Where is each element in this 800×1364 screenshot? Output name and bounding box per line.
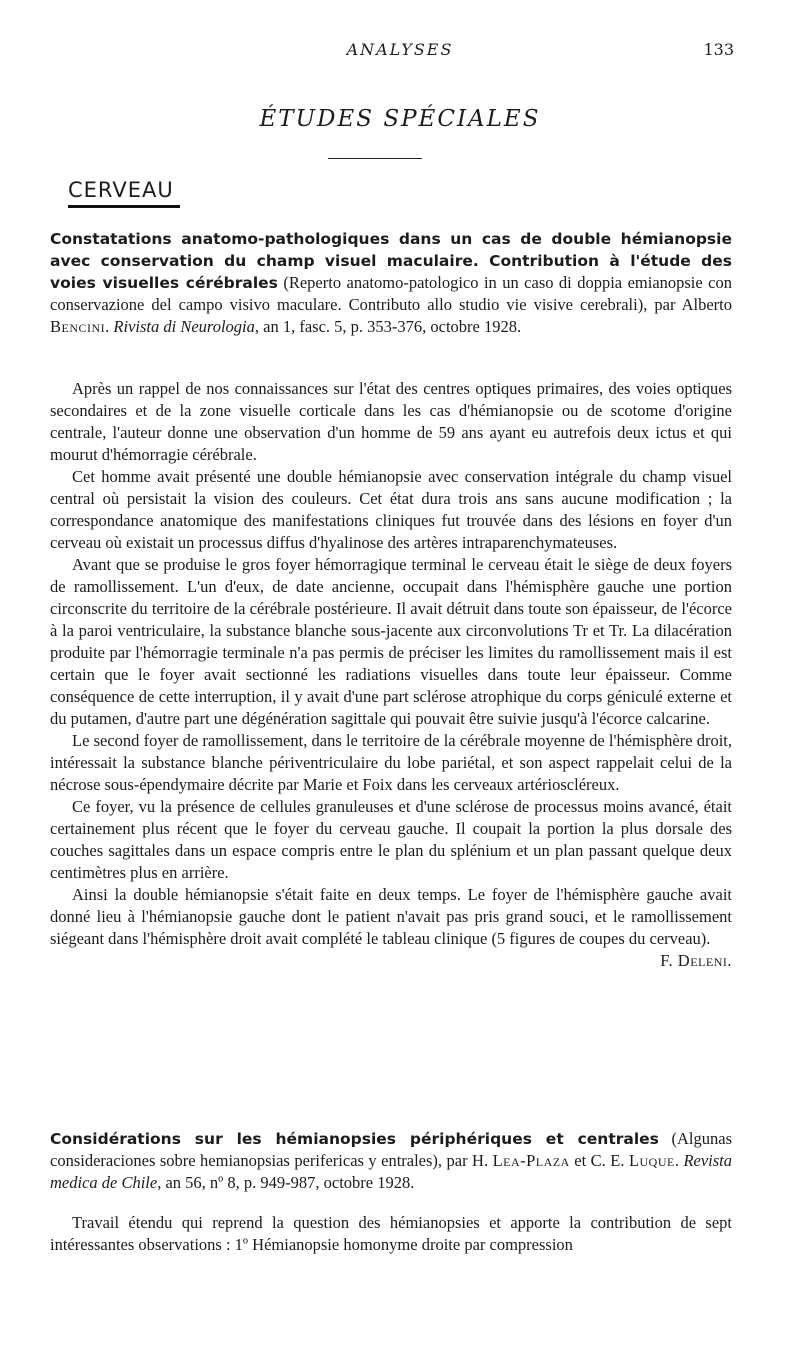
- page-number: 133: [703, 40, 734, 59]
- article2-author-2: Luque: [628, 1151, 675, 1170]
- running-title: ANALYSES: [346, 40, 454, 59]
- article2-original-title: (Algunas consideraciones sobre hemianopsias perifericas y entrales), par H.: [50, 1129, 733, 1170]
- article2-author-1: Lea-Plaza: [492, 1151, 570, 1170]
- article1-original-title: (Reperto anatomo-patologico in un caso di doppia emianopsie con conservazione del campo visivo maculare. Contributo allo studio vie visive cerebrali), par Alberto: [50, 273, 732, 314]
- article1-paragraph: Ce foyer, vu la présence de cellules granuleuses et d'une sclérose de processus moins avancé, était certainement plus récent que le foyer du cerveau gauche. Il coupait la portion la plus dorsale des couches sagittales dans un espace compris entre le plan du splénium et un plan passant quelque deux centimètres plus en arrière.: [50, 797, 732, 882]
- article1-paragraph: Cet homme avait présenté une double hémianopsie avec conservation intégrale du champ visuel central où persistait la vision des couleurs. Cet état dura trois ans sans aucune modification ; la correspondance anatomique des manifestations cliniques fut trouvée dans des lésions en foyer d'un cerveau où existait un processus diffus d'hyalinose des artères intraparenchymateuses.: [50, 467, 732, 552]
- article1-header: Constatations anatomo-pathologiques dans un cas de double hémianopsie avec conservation du champ visuel maculaire. Contribution à l'étude des voies visuelles cérébrales (Reperto anatomo-patologico in un caso di doppia emianopsie con conservazione del campo visivo maculare. Contributo allo studio vie visive cerebrali), par Alberto Bencini. Rivista di Neurologia, an 1, fasc. 5, p. 353-376, octobre 1928.: [50, 230, 732, 336]
- category-underline: [68, 205, 180, 208]
- article1-signature: F. Deleni.: [660, 951, 732, 970]
- article1-journal: Rivista di Neurologia: [113, 317, 255, 336]
- article2-journal: Revista medica de Chile: [50, 1151, 733, 1192]
- article1-body: [50, 378, 732, 972]
- article2-paragraph: Travail étendu qui reprend la question des hémianopsies et apporte la contribution de sept intéressantes observations : 1º Hémianopsie homonyme droite par compression: [50, 1213, 732, 1254]
- article1-paragraph: Après un rappel de nos connaissances sur l'état des centres optiques primaires, des voies optiques secondaires et de la zone visuelle corticale dans les cas d'hémianopsie ou de scotome d'origine centrale, l'auteur donne une observation d'un homme de 59 ans ayant eu autrefois deux ictus et qui mourut d'hémorragie cérébrale.: [50, 379, 732, 464]
- section-title: ÉTUDES SPÉCIALES: [259, 106, 541, 132]
- article1-paragraph-text: Ainsi la double hémianopsie s'était faite en deux temps. Le foyer de l'hémisphère gauche avait donné lieu à l'hémianopsie gauche dont le patient n'avait pas pris grand souci, et le ramollissement siégeant dans l'hémisphère droit avait complété le tableau clinique (5 figures de coupes du cerveau).: [50, 885, 732, 948]
- article1-author: Bencini: [50, 317, 106, 336]
- article1-paragraph-last: [50, 884, 732, 970]
- article2-headline: Considérations sur les hémianopsies périphériques et centrales: [50, 1130, 659, 1148]
- article2-citation: , an 56, nº 8, p. 949-987, octobre 1928.: [157, 1173, 415, 1192]
- running-header: [0, 40, 800, 70]
- article2-header: Considérations sur les hémianopsies périphériques et centrales (Algunas consideraciones sobre hemianopsias perifericas y entrales), par H. Lea-Plaza et C. E. Luque. Revista medica de Chile, an 56, nº 8, p. 949-987, octobre 1928.: [50, 1129, 733, 1192]
- article1-paragraph: Avant que se produise le gros foyer hémorragique terminal le cerveau était le siège de deux foyers de ramollissement. L'un d'eux, de date ancienne, occupait dans l'hémisphère gauche une portion circonscrite du territoire de la cérébrale postérieure. Il avait détruit dans toute son épaisseur, de l'écorce à la paroi ventriculaire, la substance blanche sous-jacente aux circonvolutions Tr et Tr. La dilacération produite par l'hémorragie terminale n'a pas permis de préciser les limites du ramollissement mais il est certain que le foyer avait sectionné les radiations visuelles dans toute leur épaisseur. Comme conséquence de cette interruption, il y avait d'une part sclérose atrophique du corps géniculé externe et du putamen, d'autre part une dégénération sagittale qui pouvait être suivie jusqu'à l'écorce calcarine.: [50, 555, 732, 728]
- article1-citation: , an 1, fasc. 5, p. 353-376, octobre 1928.: [254, 317, 522, 336]
- article1-headline: Constatations anatomo-pathologiques dans un cas de double hémianopsie avec conservation du champ visuel maculaire. Contribution à l'étude des voies visuelles cérébrales: [50, 230, 732, 292]
- title-divider: [328, 158, 422, 159]
- article2-author-join: et C. E.: [574, 1151, 625, 1170]
- article2-body: [50, 1212, 732, 1256]
- category-heading: CERVEAU: [68, 178, 174, 202]
- article1-paragraph: Le second foyer de ramollissement, dans le territoire de la cérébrale moyenne de l'hémisphère droit, intéressait la substance blanche périventriculaire du lobe pariétal, et son aspect rappelait celui de la nécrose sous-épendymaire décrite par Marie et Foix dans les cerveaux artérioscléreux.: [50, 731, 732, 794]
